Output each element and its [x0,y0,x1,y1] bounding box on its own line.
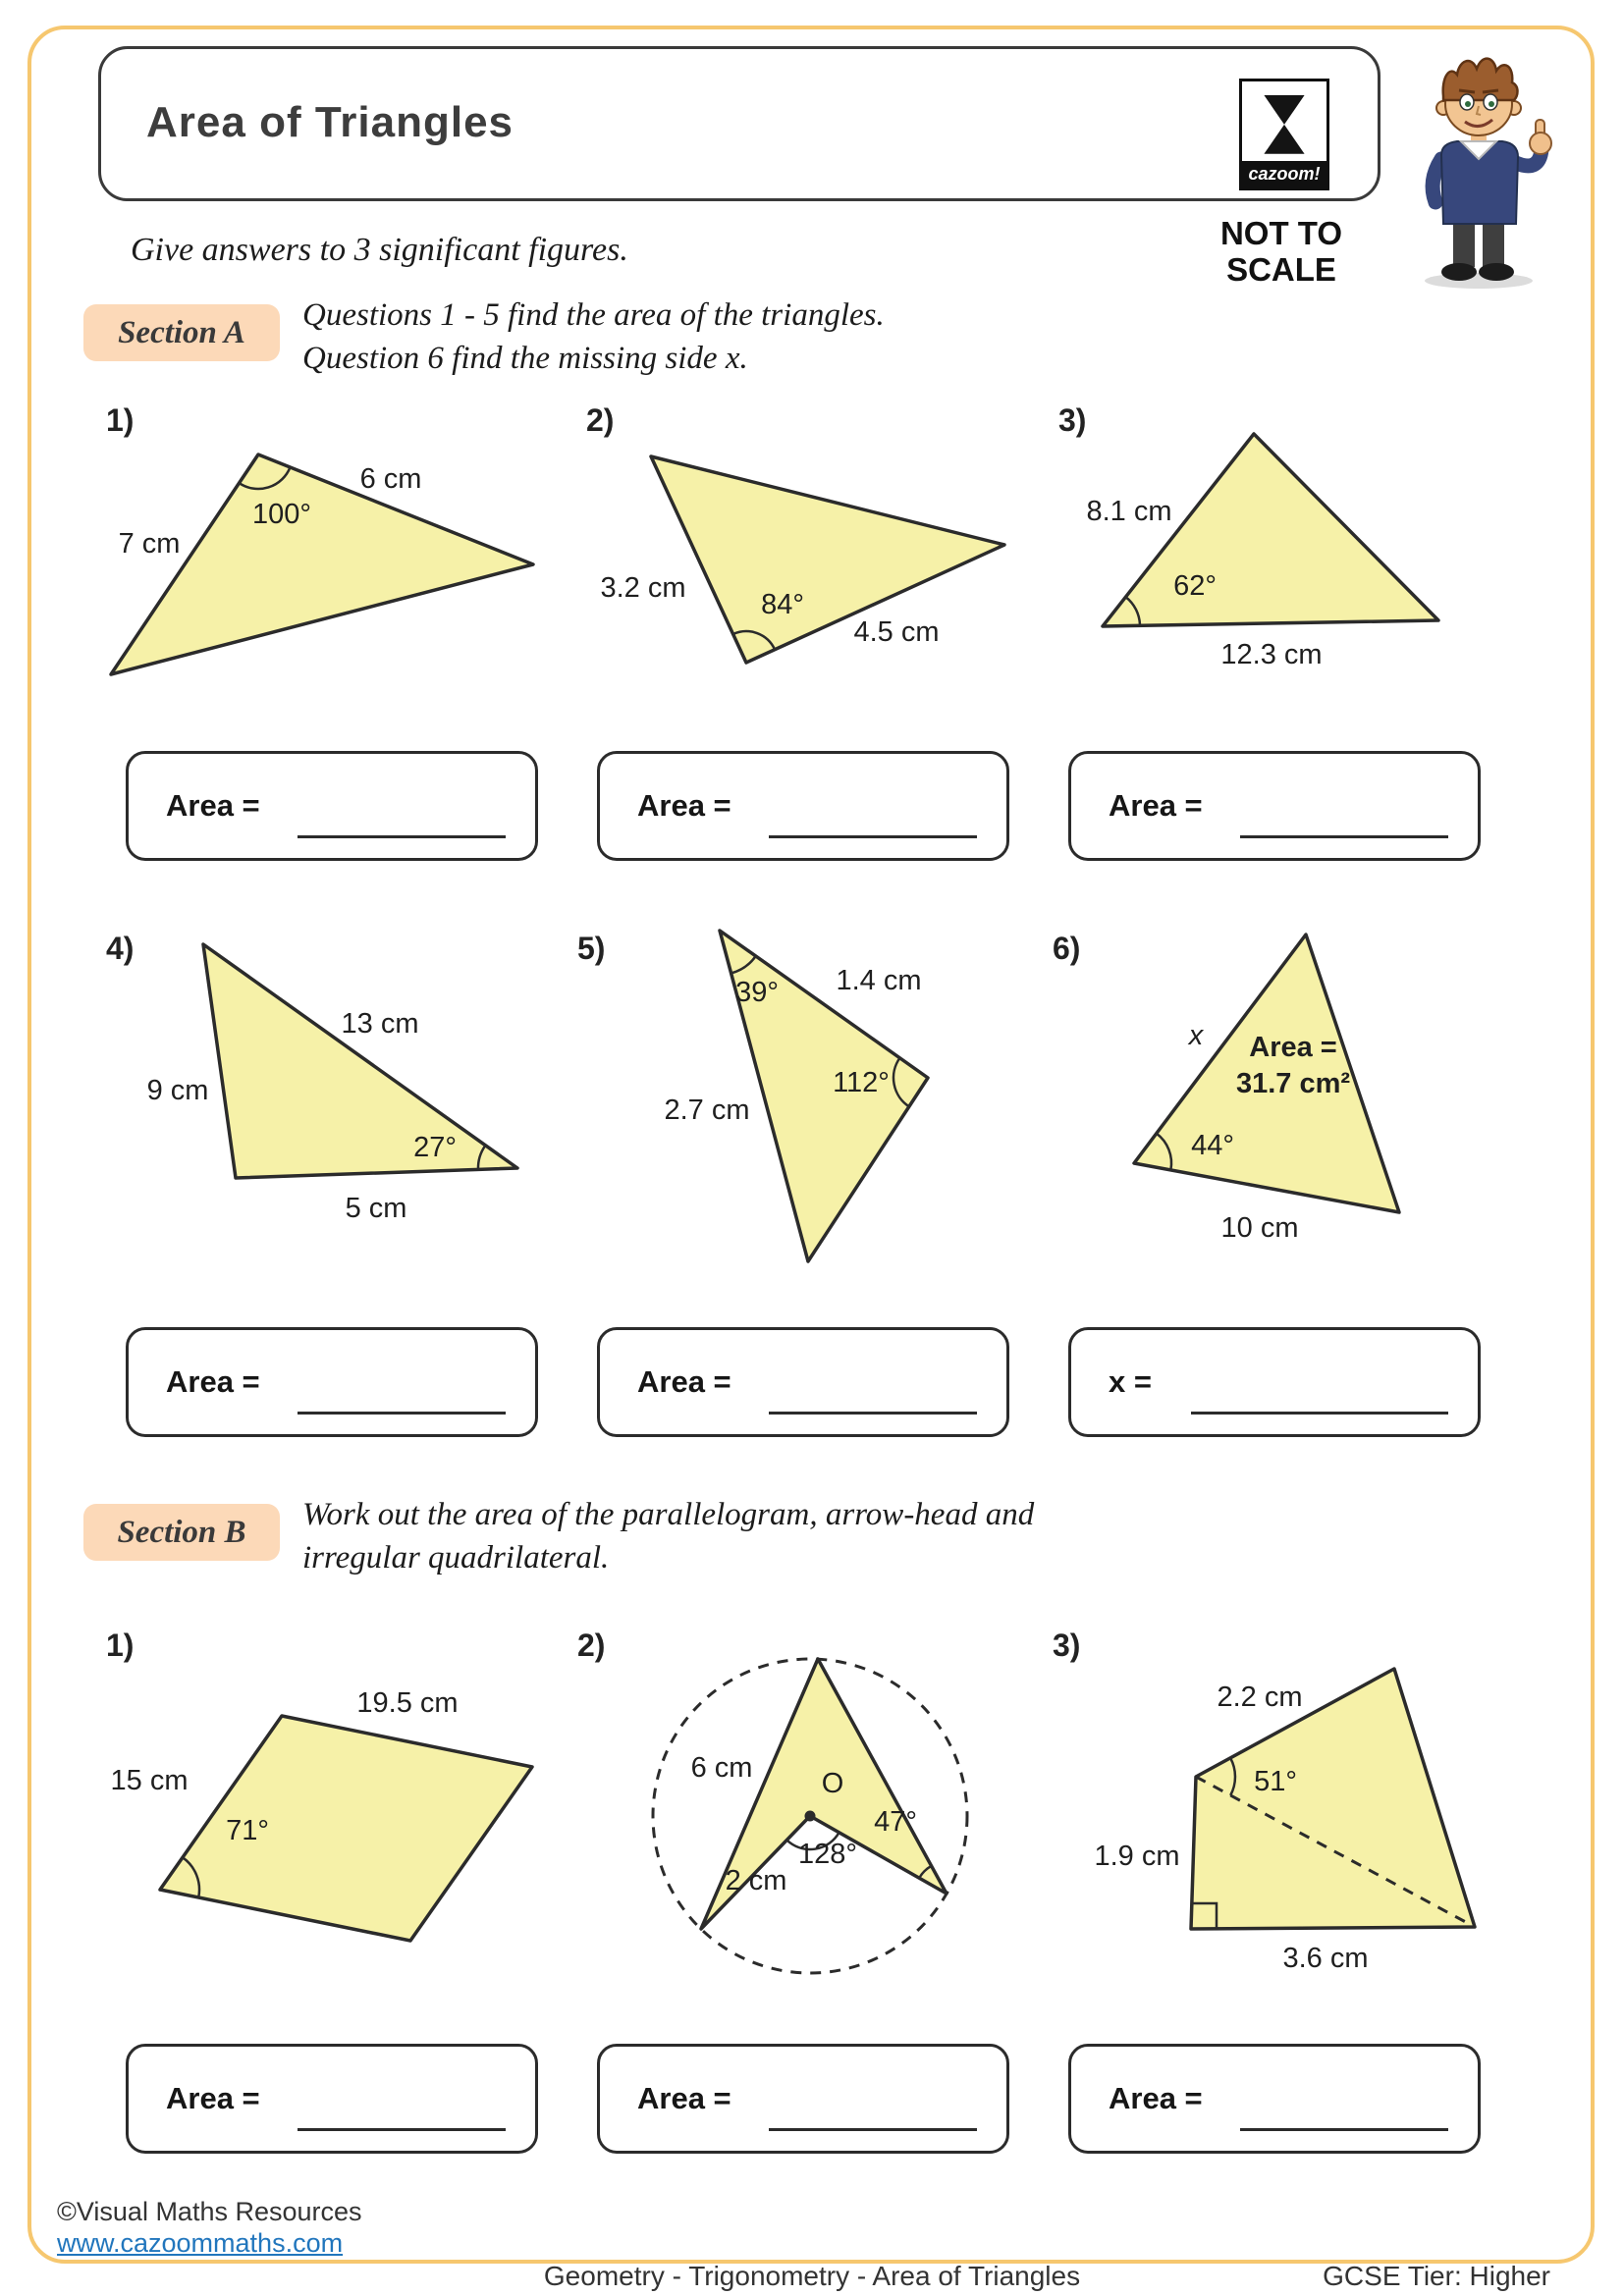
side-label: 12.3 cm [1220,639,1323,670]
question-number-b2: 2) [577,1628,606,1663]
side-label: 15 cm [110,1765,189,1796]
answer-box-a3 [1068,751,1481,861]
section-a-badge: Section A [83,304,280,361]
question-number-a2: 2) [586,402,615,438]
side-label: 19.5 cm [356,1687,459,1719]
answer-box-b3 [1068,2044,1481,2154]
triangle-figure-a6 [1046,923,1522,1256]
footer-tier-text: GCSE Tier: Higher [1323,2261,1550,2291]
side-label: 9 cm [146,1075,209,1106]
triangle-figure-a2 [574,437,1026,692]
triangle-figure-a4 [93,934,555,1229]
answer-blank-line [298,835,506,838]
answer-blank-line [769,2128,977,2131]
cazoom-logo [1239,79,1329,190]
triangle-shape [111,454,533,674]
side-label: 2.7 cm [664,1095,750,1126]
question-number-a4: 4) [106,931,135,966]
section-a-line2: Question 6 find the missing side x. [302,340,748,376]
answer-label: Area = [166,788,260,823]
question-number-a1: 1) [106,402,135,438]
angle-label: 62° [1173,570,1217,602]
hourglass-icon [1242,81,1326,164]
triangle-shape [651,456,1004,663]
answer-box-a6-x [1068,1327,1481,1437]
side-label: 1.4 cm [836,965,922,996]
side-label: 5 cm [345,1193,407,1224]
side-label: 1.9 cm [1094,1841,1180,1872]
answer-label: Area = [1109,788,1203,823]
angle-label: 51° [1254,1766,1297,1797]
parallelogram-figure-b1 [93,1659,555,1973]
page-title: Area of Triangles [146,98,514,146]
angle-label: 71° [226,1815,269,1846]
section-a-instructions [302,294,885,380]
answer-box-b1 [126,2044,538,2154]
question-number-a6: 6) [1053,931,1081,966]
boy-character-illustration [1392,49,1564,290]
answer-label: Area = [166,2081,260,2115]
question-number-b3: 3) [1053,1628,1081,1663]
side-label: 6 cm [690,1752,753,1784]
footer-topic-text: Geometry - Trigonometry - Area of Triangles [543,2261,1081,2291]
section-b-line1: Work out the area of the parallelogram, arrow-head and [302,1497,1035,1532]
center-label: O [821,1768,844,1799]
question-number-a5: 5) [577,931,606,966]
quadrilateral-figure-b3 [1046,1600,1522,2012]
answer-label: x = [1109,1364,1152,1399]
side-label: 3.6 cm [1282,1943,1369,1974]
arrowhead-figure-b2 [574,1600,1026,2012]
triangle-figure-a3 [1046,422,1522,682]
side-label: 6 cm [359,463,422,495]
question-number-b1: 1) [106,1628,135,1663]
side-label: 2 cm [725,1865,787,1896]
angle-label: 112° [833,1067,890,1098]
section-b-line2: irregular quadrilateral. [302,1539,610,1575]
answer-box-a2 [597,751,1009,861]
side-label: 10 cm [1220,1212,1299,1244]
answer-label: Area = [166,1364,260,1399]
area-value: 31.7 cm² [1235,1068,1351,1099]
area-label: Area = [1249,1032,1337,1063]
answer-blank-line [1240,835,1448,838]
answer-blank-line [298,2128,506,2131]
triangle-figure-a5 [574,923,1026,1276]
answer-label: Area = [637,1364,731,1399]
angle-label: 44° [1191,1130,1234,1161]
angle-label: 27° [413,1132,457,1163]
side-label: 7 cm [118,528,181,560]
angle-label: 128° [798,1839,857,1870]
side-label: 3.2 cm [600,572,686,604]
side-label: 2.2 cm [1217,1682,1303,1713]
triangle-figure-a1 [93,437,555,692]
website-link[interactable]: www.cazoommaths.com [57,2228,344,2258]
not-to-scale-line2: SCALE [1226,250,1336,288]
side-label: 4.5 cm [853,616,940,648]
section-a-line1: Questions 1 - 5 find the area of the triangles. [302,297,885,333]
answer-box-a1 [126,751,538,861]
angle-label: 39° [735,977,779,1008]
angle-label: 47° [874,1806,917,1838]
side-label: 13 cm [341,1008,419,1040]
angle-label: 100° [252,499,311,530]
give-answers-note: Give answers to 3 significant figures. [131,232,628,268]
not-to-scale-label [1208,216,1355,289]
copyright-text: ©Visual Maths Resources [57,2197,362,2226]
parallelogram-shape [160,1716,532,1941]
answer-label: Area = [1109,2081,1203,2115]
section-b-badge: Section B [83,1504,280,1561]
section-b-instructions [302,1494,1034,1579]
answer-blank-line [769,1412,977,1415]
triangle-shape [203,944,517,1178]
answer-blank-line [769,835,977,838]
angle-label: 84° [761,589,804,620]
header-box [98,46,1380,201]
answer-box-a4 [126,1327,538,1437]
not-to-scale-line1: NOT TO [1219,215,1343,251]
side-label: 8.1 cm [1086,496,1172,527]
logo-wordmark: cazoom! [1242,161,1326,187]
answer-label: Area = [637,788,731,823]
center-point [805,1811,816,1822]
answer-blank-line [298,1412,506,1415]
answer-blank-line [1191,1412,1448,1415]
answer-box-a5 [597,1327,1009,1437]
answer-blank-line [1240,2128,1448,2131]
answer-box-b2 [597,2044,1009,2154]
question-number-a3: 3) [1058,402,1087,438]
missing-side-label: x [1188,1020,1204,1051]
triangle-shape [1103,434,1438,626]
answer-label: Area = [637,2081,731,2115]
